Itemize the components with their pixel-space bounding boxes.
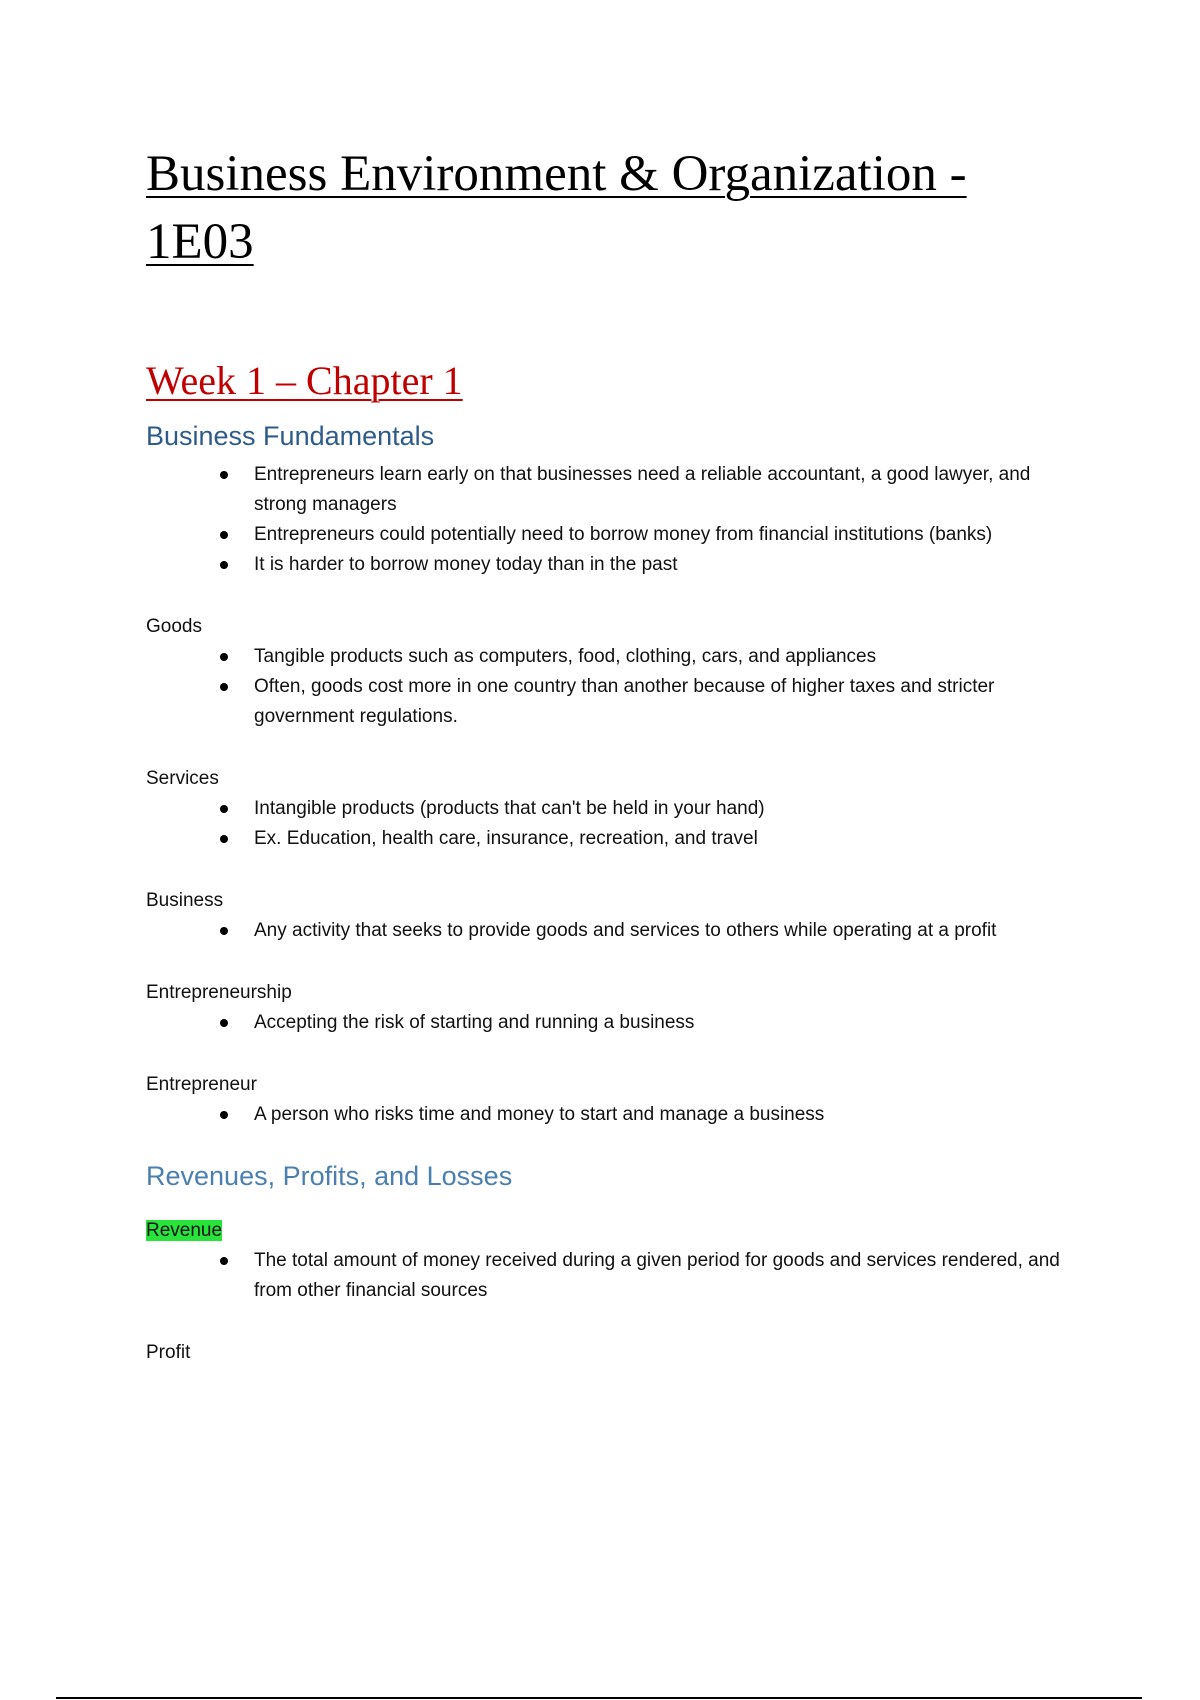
term-business: Business: [146, 890, 224, 911]
bullet-icon: [220, 561, 228, 569]
list-item: It is harder to borrow money today than in the past: [146, 550, 1086, 580]
bullet-icon: [220, 531, 228, 539]
bullet-list: [146, 1100, 1106, 1130]
document-title: Business Environment & Organization - 1E03: [146, 146, 967, 270]
bullet-icon: [220, 1257, 228, 1265]
section-heading-revenues-profits-losses: Revenues, Profits, and Losses: [146, 1161, 513, 1191]
bullet-icon: [220, 805, 228, 813]
bullet-icon: [220, 927, 228, 935]
list-item: A person who risks time and money to start and manage a business: [146, 1100, 1086, 1130]
highlighted-term: Revenue: [146, 1220, 223, 1241]
list-item: Entrepreneurs learn early on that businesses need a reliable accountant, a good lawyer, and strong managers: [146, 460, 1086, 520]
term-entrepreneur: Entrepreneur: [146, 1074, 257, 1095]
term-profit: Profit: [146, 1342, 191, 1363]
term-revenue: [146, 1216, 1106, 1246]
list-item: Often, goods cost more in one country than another because of higher taxes and stricter government regulations.: [146, 672, 1086, 732]
bullet-list: [146, 1008, 1106, 1038]
bullet-icon: [220, 683, 228, 691]
list-item: Tangible products such as computers, food, clothing, cars, and appliances: [146, 642, 1086, 672]
term-entrepreneurship: Entrepreneurship: [146, 982, 292, 1003]
document-page: [146, 140, 1106, 1368]
list-item: The total amount of money received during a given period for goods and services rendered, and from other financial sources: [146, 1246, 1086, 1306]
week-heading: Week 1 – Chapter 1: [146, 358, 463, 403]
list-item: Intangible products (products that can't be held in your hand): [146, 794, 1086, 824]
bullet-list: [146, 916, 1106, 946]
list-item: Ex. Education, health care, insurance, recreation, and travel: [146, 824, 1086, 854]
section-heading-business-fundamentals: Business Fundamentals: [146, 421, 435, 451]
bullet-icon: [220, 1111, 228, 1119]
bullet-icon: [220, 835, 228, 843]
list-item: Accepting the risk of starting and running a business: [146, 1008, 1086, 1038]
bullet-list: [146, 642, 1106, 732]
list-item: Entrepreneurs could potentially need to borrow money from financial institutions (banks): [146, 520, 1086, 550]
list-item: Any activity that seeks to provide goods and services to others while operating at a profit: [146, 916, 1086, 946]
bullet-list: [146, 1246, 1106, 1306]
term-goods: Goods: [146, 616, 202, 637]
bullet-icon: [220, 1019, 228, 1027]
page-bottom-rule: [56, 1697, 1142, 1699]
bullet-icon: [220, 471, 228, 479]
bullet-icon: [220, 653, 228, 661]
bullet-list: [146, 460, 1106, 580]
term-services: Services: [146, 768, 219, 789]
bullet-list: [146, 794, 1106, 854]
